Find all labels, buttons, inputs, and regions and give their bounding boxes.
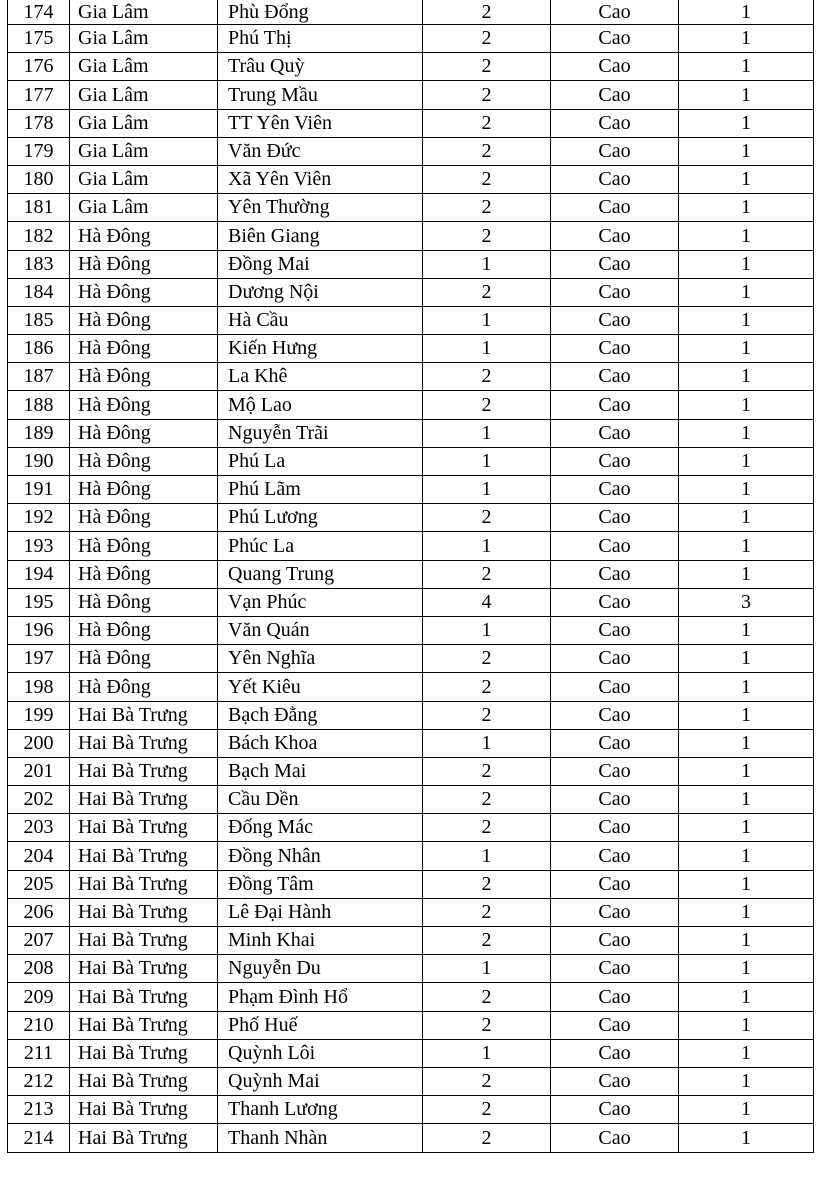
level-value: Cao	[551, 1039, 679, 1067]
district-name: Hai Bà Trưng	[70, 701, 218, 729]
document-page	[7, 0, 813, 1153]
level-value: Cao	[551, 757, 679, 785]
table-row	[8, 560, 814, 588]
count-value: 2	[423, 1067, 551, 1095]
count-value: 2	[423, 81, 551, 109]
level-value: Cao	[551, 588, 679, 616]
level-value: Cao	[551, 447, 679, 475]
row-number: 183	[8, 250, 70, 278]
level-value: Cao	[551, 363, 679, 391]
table-row	[8, 983, 814, 1011]
district-name: Hà Đông	[70, 588, 218, 616]
table-row	[8, 898, 814, 926]
level-value: Cao	[551, 306, 679, 334]
district-name: Hai Bà Trưng	[70, 757, 218, 785]
ward-name: Yết Kiêu	[218, 673, 423, 701]
extra-value: 1	[679, 504, 814, 532]
extra-value: 1	[679, 53, 814, 81]
level-value: Cao	[551, 955, 679, 983]
ward-name: Xã Yên Viên	[218, 165, 423, 193]
ward-name: Phạm Đình Hổ	[218, 983, 423, 1011]
district-name: Hà Đông	[70, 363, 218, 391]
table-row	[8, 1039, 814, 1067]
level-value: Cao	[551, 278, 679, 306]
extra-value: 1	[679, 109, 814, 137]
level-value: Cao	[551, 194, 679, 222]
ward-name: Quang Trung	[218, 560, 423, 588]
ward-name: Bách Khoa	[218, 729, 423, 757]
level-value: Cao	[551, 1011, 679, 1039]
level-value: Cao	[551, 391, 679, 419]
extra-value: 1	[679, 927, 814, 955]
level-value: Cao	[551, 1124, 679, 1152]
extra-value: 1	[679, 532, 814, 560]
extra-value: 1	[679, 363, 814, 391]
count-value: 1	[423, 419, 551, 447]
extra-value: 1	[679, 250, 814, 278]
district-name: Hà Đông	[70, 673, 218, 701]
ward-name: Cầu Dền	[218, 786, 423, 814]
extra-value: 1	[679, 870, 814, 898]
extra-value: 1	[679, 391, 814, 419]
row-number: 176	[8, 53, 70, 81]
district-name: Hà Đông	[70, 560, 218, 588]
row-number: 198	[8, 673, 70, 701]
district-name: Hai Bà Trưng	[70, 814, 218, 842]
count-value: 2	[423, 222, 551, 250]
count-value: 2	[423, 109, 551, 137]
count-value: 2	[423, 137, 551, 165]
district-name: Hà Đông	[70, 335, 218, 363]
table-row	[8, 701, 814, 729]
row-number: 213	[8, 1096, 70, 1124]
table-row	[8, 1011, 814, 1039]
row-number: 193	[8, 532, 70, 560]
level-value: Cao	[551, 335, 679, 363]
ward-name: Nguyễn Trãi	[218, 419, 423, 447]
extra-value: 1	[679, 1039, 814, 1067]
ward-name: Thanh Nhàn	[218, 1124, 423, 1152]
level-value: Cao	[551, 927, 679, 955]
ward-table	[7, 0, 814, 1153]
count-value: 2	[423, 1011, 551, 1039]
table-row	[8, 616, 814, 644]
district-name: Gia Lâm	[70, 109, 218, 137]
count-value: 2	[423, 363, 551, 391]
table-row	[8, 109, 814, 137]
count-value: 1	[423, 476, 551, 504]
level-value: Cao	[551, 137, 679, 165]
row-number: 210	[8, 1011, 70, 1039]
extra-value: 1	[679, 1124, 814, 1152]
table-row	[8, 1067, 814, 1095]
row-number: 212	[8, 1067, 70, 1095]
level-value: Cao	[551, 81, 679, 109]
row-number: 190	[8, 447, 70, 475]
count-value: 2	[423, 504, 551, 532]
count-value: 1	[423, 447, 551, 475]
table-row	[8, 673, 814, 701]
row-number: 181	[8, 194, 70, 222]
row-number: 177	[8, 81, 70, 109]
extra-value: 1	[679, 25, 814, 53]
ward-name: Hà Cầu	[218, 306, 423, 334]
extra-value: 1	[679, 673, 814, 701]
count-value: 2	[423, 194, 551, 222]
row-number: 205	[8, 870, 70, 898]
count-value: 2	[423, 870, 551, 898]
row-number: 196	[8, 616, 70, 644]
count-value: 2	[423, 983, 551, 1011]
row-number: 178	[8, 109, 70, 137]
table-body	[8, 0, 814, 1152]
row-number: 203	[8, 814, 70, 842]
ward-name: Thanh Lương	[218, 1096, 423, 1124]
ward-name: TT Yên Viên	[218, 109, 423, 137]
table-row	[8, 1124, 814, 1152]
extra-value: 1	[679, 645, 814, 673]
district-name: Gia Lâm	[70, 0, 218, 25]
table-row	[8, 250, 814, 278]
row-number: 195	[8, 588, 70, 616]
ward-name: Đồng Nhân	[218, 842, 423, 870]
count-value: 1	[423, 250, 551, 278]
table-row	[8, 729, 814, 757]
table-row	[8, 194, 814, 222]
level-value: Cao	[551, 786, 679, 814]
count-value: 1	[423, 1039, 551, 1067]
extra-value: 1	[679, 447, 814, 475]
row-number: 194	[8, 560, 70, 588]
row-number: 175	[8, 25, 70, 53]
level-value: Cao	[551, 419, 679, 447]
row-number: 211	[8, 1039, 70, 1067]
ward-name: Đồng Tâm	[218, 870, 423, 898]
ward-name: Phúc La	[218, 532, 423, 560]
extra-value: 1	[679, 983, 814, 1011]
row-number: 192	[8, 504, 70, 532]
extra-value: 1	[679, 222, 814, 250]
count-value: 2	[423, 814, 551, 842]
ward-name: Biên Giang	[218, 222, 423, 250]
district-name: Hai Bà Trưng	[70, 729, 218, 757]
ward-name: Quỳnh Lôi	[218, 1039, 423, 1067]
ward-name: Minh Khai	[218, 927, 423, 955]
ward-name: Mộ Lao	[218, 391, 423, 419]
ward-name: Yên Nghĩa	[218, 645, 423, 673]
table-row	[8, 363, 814, 391]
row-number: 185	[8, 306, 70, 334]
count-value: 1	[423, 955, 551, 983]
extra-value: 1	[679, 757, 814, 785]
count-value: 2	[423, 560, 551, 588]
district-name: Hà Đông	[70, 447, 218, 475]
ward-name: Phù Đổng	[218, 0, 423, 25]
extra-value: 1	[679, 0, 814, 25]
level-value: Cao	[551, 560, 679, 588]
district-name: Hà Đông	[70, 504, 218, 532]
extra-value: 1	[679, 419, 814, 447]
level-value: Cao	[551, 673, 679, 701]
level-value: Cao	[551, 814, 679, 842]
district-name: Hai Bà Trưng	[70, 1011, 218, 1039]
ward-name: Phú La	[218, 447, 423, 475]
count-value: 2	[423, 673, 551, 701]
table-row	[8, 1096, 814, 1124]
count-value: 1	[423, 335, 551, 363]
district-name: Hà Đông	[70, 391, 218, 419]
table-row	[8, 25, 814, 53]
row-number: 184	[8, 278, 70, 306]
extra-value: 1	[679, 306, 814, 334]
level-value: Cao	[551, 616, 679, 644]
level-value: Cao	[551, 701, 679, 729]
extra-value: 1	[679, 165, 814, 193]
table-row	[8, 814, 814, 842]
level-value: Cao	[551, 842, 679, 870]
table-row	[8, 645, 814, 673]
extra-value: 1	[679, 335, 814, 363]
district-name: Hai Bà Trưng	[70, 955, 218, 983]
row-number: 187	[8, 363, 70, 391]
district-name: Gia Lâm	[70, 194, 218, 222]
ward-name: Đống Mác	[218, 814, 423, 842]
table-row	[8, 504, 814, 532]
table-row	[8, 476, 814, 504]
district-name: Hai Bà Trưng	[70, 1039, 218, 1067]
district-name: Hai Bà Trưng	[70, 842, 218, 870]
table-row	[8, 588, 814, 616]
extra-value: 1	[679, 729, 814, 757]
level-value: Cao	[551, 1096, 679, 1124]
row-number: 208	[8, 955, 70, 983]
table-row	[8, 870, 814, 898]
level-value: Cao	[551, 898, 679, 926]
row-number: 202	[8, 786, 70, 814]
row-number: 209	[8, 983, 70, 1011]
row-number: 189	[8, 419, 70, 447]
count-value: 2	[423, 1096, 551, 1124]
count-value: 1	[423, 532, 551, 560]
row-number: 207	[8, 927, 70, 955]
district-name: Hà Đông	[70, 250, 218, 278]
ward-name: Văn Đức	[218, 137, 423, 165]
row-number: 199	[8, 701, 70, 729]
count-value: 2	[423, 701, 551, 729]
extra-value: 1	[679, 194, 814, 222]
table-row	[8, 391, 814, 419]
count-value: 4	[423, 588, 551, 616]
table-row	[8, 222, 814, 250]
count-value: 2	[423, 645, 551, 673]
ward-name: Yên Thường	[218, 194, 423, 222]
count-value: 1	[423, 842, 551, 870]
row-number: 200	[8, 729, 70, 757]
level-value: Cao	[551, 109, 679, 137]
extra-value: 1	[679, 786, 814, 814]
table-row	[8, 532, 814, 560]
row-number: 182	[8, 222, 70, 250]
row-number: 204	[8, 842, 70, 870]
extra-value: 1	[679, 137, 814, 165]
level-value: Cao	[551, 983, 679, 1011]
district-name: Gia Lâm	[70, 165, 218, 193]
table-row	[8, 842, 814, 870]
count-value: 1	[423, 616, 551, 644]
level-value: Cao	[551, 250, 679, 278]
table-row	[8, 137, 814, 165]
extra-value: 1	[679, 81, 814, 109]
district-name: Hà Đông	[70, 222, 218, 250]
ward-name: Lê Đại Hành	[218, 898, 423, 926]
count-value: 2	[423, 0, 551, 25]
ward-name: Trâu Quỳ	[218, 53, 423, 81]
level-value: Cao	[551, 0, 679, 25]
level-value: Cao	[551, 729, 679, 757]
level-value: Cao	[551, 476, 679, 504]
district-name: Hà Đông	[70, 476, 218, 504]
table-row	[8, 419, 814, 447]
row-number: 186	[8, 335, 70, 363]
district-name: Gia Lâm	[70, 137, 218, 165]
count-value: 2	[423, 391, 551, 419]
district-name: Hà Đông	[70, 419, 218, 447]
extra-value: 1	[679, 560, 814, 588]
district-name: Hai Bà Trưng	[70, 1124, 218, 1152]
ward-name: Đồng Mai	[218, 250, 423, 278]
district-name: Hai Bà Trưng	[70, 898, 218, 926]
ward-name: Nguyễn Du	[218, 955, 423, 983]
ward-name: Vạn Phúc	[218, 588, 423, 616]
district-name: Hai Bà Trưng	[70, 927, 218, 955]
district-name: Hai Bà Trưng	[70, 786, 218, 814]
ward-name: Kiến Hưng	[218, 335, 423, 363]
extra-value: 1	[679, 701, 814, 729]
count-value: 2	[423, 786, 551, 814]
ward-name: Bạch Đằng	[218, 701, 423, 729]
table-row	[8, 306, 814, 334]
extra-value: 1	[679, 955, 814, 983]
level-value: Cao	[551, 165, 679, 193]
ward-name: Phú Lương	[218, 504, 423, 532]
table-row	[8, 0, 814, 25]
table-row	[8, 927, 814, 955]
ward-name: Dương Nội	[218, 278, 423, 306]
table-row	[8, 757, 814, 785]
row-number: 188	[8, 391, 70, 419]
ward-name: Bạch Mai	[218, 757, 423, 785]
district-name: Hà Đông	[70, 278, 218, 306]
extra-value: 1	[679, 1096, 814, 1124]
count-value: 2	[423, 1124, 551, 1152]
level-value: Cao	[551, 222, 679, 250]
extra-value: 1	[679, 898, 814, 926]
count-value: 2	[423, 25, 551, 53]
extra-value: 1	[679, 1011, 814, 1039]
table-row	[8, 335, 814, 363]
level-value: Cao	[551, 1067, 679, 1095]
district-name: Hà Đông	[70, 645, 218, 673]
row-number: 206	[8, 898, 70, 926]
table-row	[8, 955, 814, 983]
count-value: 2	[423, 53, 551, 81]
table-row	[8, 447, 814, 475]
table-row	[8, 81, 814, 109]
extra-value: 1	[679, 476, 814, 504]
ward-name: Quỳnh Mai	[218, 1067, 423, 1095]
extra-value: 1	[679, 278, 814, 306]
level-value: Cao	[551, 25, 679, 53]
row-number: 197	[8, 645, 70, 673]
district-name: Hai Bà Trưng	[70, 870, 218, 898]
district-name: Gia Lâm	[70, 81, 218, 109]
count-value: 2	[423, 757, 551, 785]
district-name: Gia Lâm	[70, 53, 218, 81]
district-name: Hà Đông	[70, 532, 218, 560]
level-value: Cao	[551, 53, 679, 81]
ward-name: Văn Quán	[218, 616, 423, 644]
count-value: 2	[423, 165, 551, 193]
district-name: Hai Bà Trưng	[70, 1096, 218, 1124]
district-name: Hà Đông	[70, 306, 218, 334]
count-value: 2	[423, 278, 551, 306]
ward-name: Trung Mầu	[218, 81, 423, 109]
count-value: 1	[423, 306, 551, 334]
row-number: 179	[8, 137, 70, 165]
ward-name: Phố Huế	[218, 1011, 423, 1039]
row-number: 191	[8, 476, 70, 504]
level-value: Cao	[551, 504, 679, 532]
ward-name: Phú Lãm	[218, 476, 423, 504]
table-row	[8, 278, 814, 306]
district-name: Hai Bà Trưng	[70, 1067, 218, 1095]
count-value: 1	[423, 729, 551, 757]
row-number: 174	[8, 0, 70, 25]
row-number: 201	[8, 757, 70, 785]
row-number: 214	[8, 1124, 70, 1152]
count-value: 2	[423, 927, 551, 955]
table-row	[8, 786, 814, 814]
ward-name: Phú Thị	[218, 25, 423, 53]
district-name: Gia Lâm	[70, 25, 218, 53]
extra-value: 1	[679, 842, 814, 870]
district-name: Hà Đông	[70, 616, 218, 644]
extra-value: 1	[679, 1067, 814, 1095]
count-value: 2	[423, 898, 551, 926]
district-name: Hai Bà Trưng	[70, 983, 218, 1011]
row-number: 180	[8, 165, 70, 193]
ward-name: La Khê	[218, 363, 423, 391]
extra-value: 1	[679, 814, 814, 842]
extra-value: 1	[679, 616, 814, 644]
level-value: Cao	[551, 645, 679, 673]
extra-value: 3	[679, 588, 814, 616]
table-row	[8, 53, 814, 81]
level-value: Cao	[551, 532, 679, 560]
table-row	[8, 165, 814, 193]
level-value: Cao	[551, 870, 679, 898]
